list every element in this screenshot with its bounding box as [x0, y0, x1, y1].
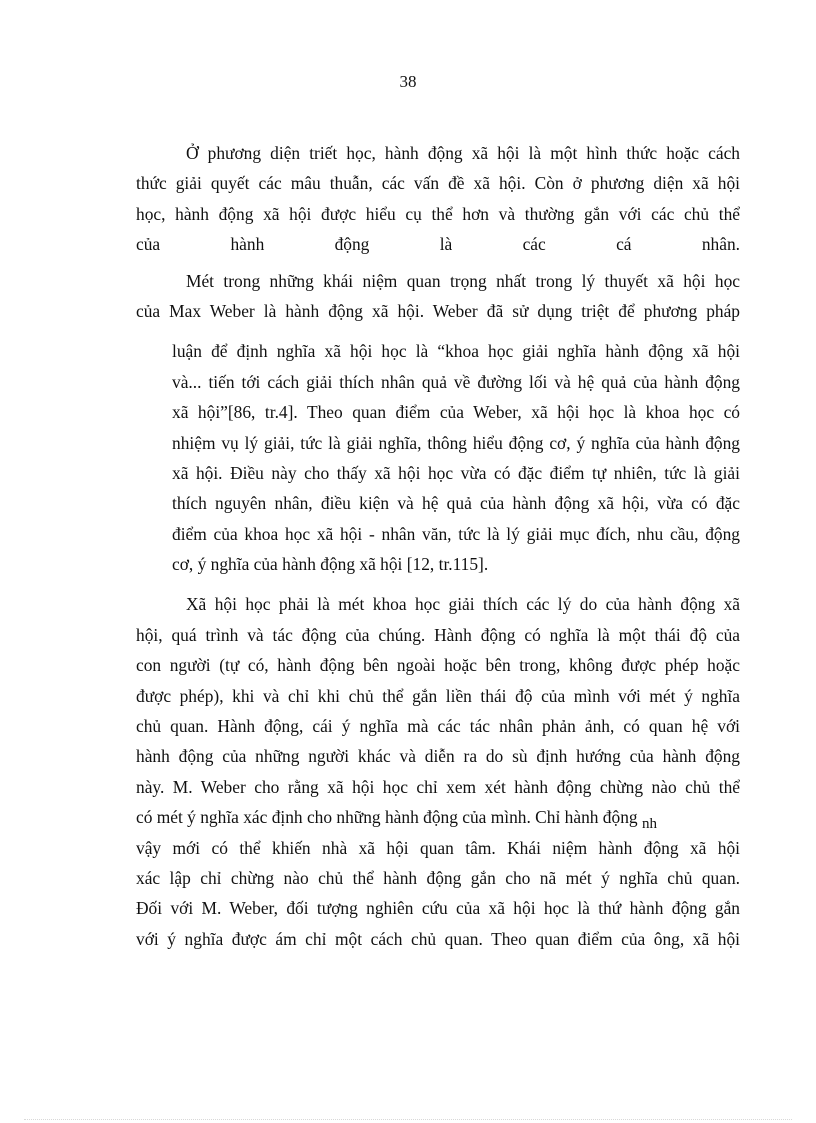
- text-line: hành động của những người khác và diễn ra do sù định hướng của hành động: [136, 746, 740, 767]
- text-line: và... tiến tới cách giải thích nhân quả về đường lối và hệ quả của hành động: [172, 371, 740, 392]
- text-line: của Max Weber là hành động xã hội. Weber đã sử dụng triệt để phương pháp: [136, 300, 740, 321]
- text-line: chủ quan. Hành động, cái ý nghĩa mà các tác nhân phản ảnh, có quan hệ với: [136, 716, 740, 737]
- paragraph-3: [136, 336, 740, 579]
- text-line: học, hành động xã hội được hiểu cụ thể hơn và thường gắn với các chủ thể: [136, 203, 740, 224]
- text-line: luận để định nghĩa xã hội học là “khoa học giải nghĩa hành động xã hội: [172, 341, 740, 362]
- text-line: được phép), khi và chỉ khi chủ thể gắn liền thái độ của mình với mét ý nghĩa: [136, 685, 740, 706]
- text-line-content: có mét ý nghĩa xác định cho những hành động của mình. Chỉ hành động: [136, 807, 638, 828]
- text-line: của hành động là các cá nhân.: [136, 234, 740, 255]
- page-number: 38: [399, 72, 417, 91]
- text-line: xác lập chỉ chừng nào chủ thể hành động gắn cho nã mét ý nghĩa chủ quan.: [136, 867, 740, 888]
- text-line: hội, quá trình và tác động của chúng. Hành động có nghĩa là một thái độ của: [136, 624, 740, 645]
- text-line: Đối với M. Weber, đối tượng nghiên cứu của xã hội học là thứ hành động gắn: [136, 898, 740, 919]
- text-line: Mét trong những khái niệm quan trọng nhất trong lý thuyết xã hội học: [186, 270, 740, 291]
- text-line: [136, 802, 740, 832]
- text-line: xã hội”[86, tr.4]. Theo quan điểm của Weber, xã hội học là khoa học có: [172, 402, 740, 423]
- text-line: xã hội. Điều này cho thấy xã hội học vừa có đặc điểm tự nhiên, tức là giải: [172, 462, 740, 483]
- paragraph-4: [136, 589, 740, 954]
- paragraph-1: [136, 138, 740, 260]
- paragraph-2: [136, 266, 740, 327]
- text-line: Xã hội học phải là mét khoa học giải thích các lý do của hành động xã: [186, 594, 740, 615]
- text-line: con người (tự có, hành động bên ngoài hoặc bên trong, không được phép hoặc: [136, 655, 740, 676]
- text-line: với ý nghĩa được ám chỉ một cách chủ quan. Theo quan điểm của ông, xã hội: [136, 928, 740, 949]
- text-line: này. M. Weber cho rằng xã hội học chỉ xem xét hành động chừng nào chủ thể: [136, 776, 740, 797]
- text-line: Ở phương diện triết học, hành động xã hội là một hình thức hoặc cách: [186, 143, 740, 163]
- stray-fragment: nh: [641, 816, 657, 833]
- text-line: thích nguyên nhân, điều kiện và hệ quả của hành động xã hội, vừa có đặc: [172, 493, 740, 514]
- text-line: nhiệm vụ lý giải, tức là giải nghĩa, thông hiểu động cơ, ý nghĩa của hành động: [172, 432, 740, 453]
- text-line: vậy mới có thể khiến nhà xã hội quan tâm. Khái niệm hành động xã hội: [136, 837, 740, 858]
- text-line: điểm của khoa học xã hội - nhân văn, tức là lý giải mục đích, nhu cầu, động: [172, 523, 740, 544]
- page-bottom-divider: [24, 1119, 792, 1120]
- text-line: thức giải quyết các mâu thuẫn, các vấn đề xã hội. Còn ở phương diện xã hội: [136, 173, 740, 194]
- text-line: cơ, ý nghĩa của hành động xã hội [12, tr.115].: [172, 554, 489, 575]
- body-text: [136, 138, 740, 954]
